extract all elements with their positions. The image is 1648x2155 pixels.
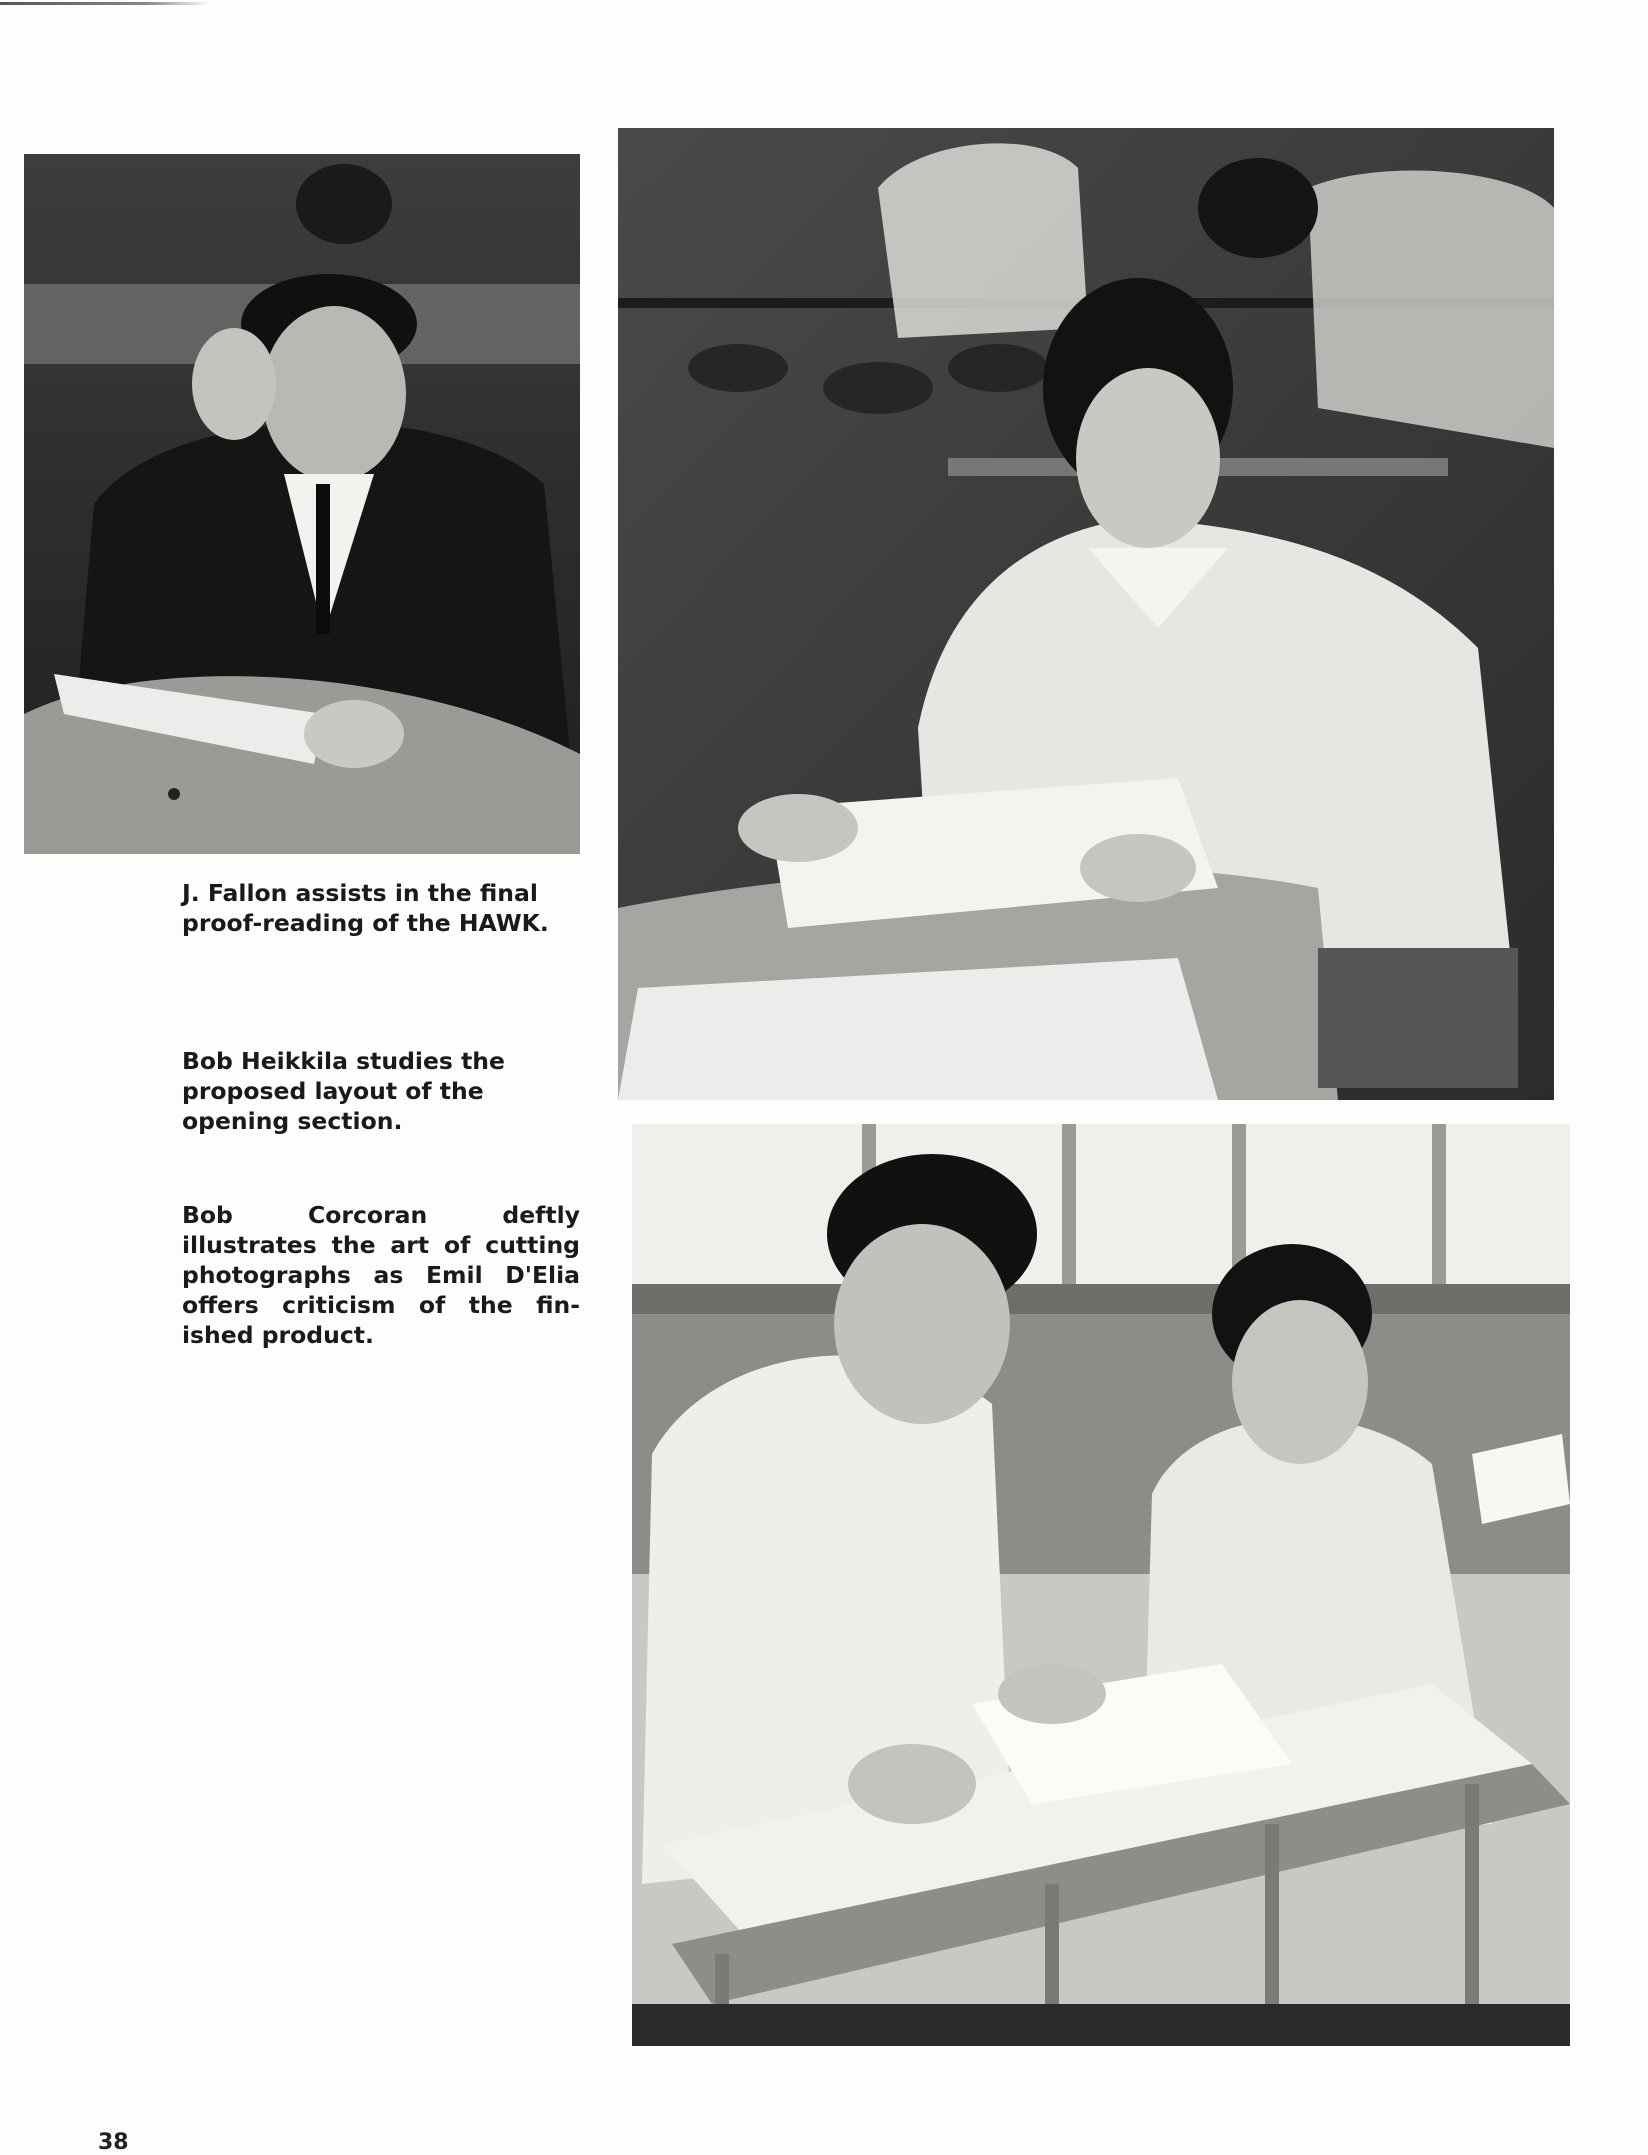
top-edge-rule: [0, 2, 210, 5]
caption-fallon: J. Fallon assists in the final proof-reading of the HAWK.: [182, 879, 549, 937]
photo-corcoran-delia-cutting: [632, 1124, 1570, 2046]
photo-fallon-proofreading: [24, 154, 580, 854]
photo-corcoran-delia-image: [632, 1124, 1570, 2046]
photo-heikkila-layout: [618, 128, 1554, 1100]
caption-heikkila: Bob Heikkila studies the proposed layout of the opening section.: [182, 1047, 505, 1135]
page-number: 38: [98, 2130, 129, 2155]
caption-corcoran-delia: Bob Corcoran deftly illustrates the art of cutting photographs as Emil D'Elia offers criticism of the fin-ished product.: [182, 1201, 580, 1349]
photo-fallon-image: [24, 154, 580, 854]
photo-heikkila-image: [618, 128, 1554, 1100]
